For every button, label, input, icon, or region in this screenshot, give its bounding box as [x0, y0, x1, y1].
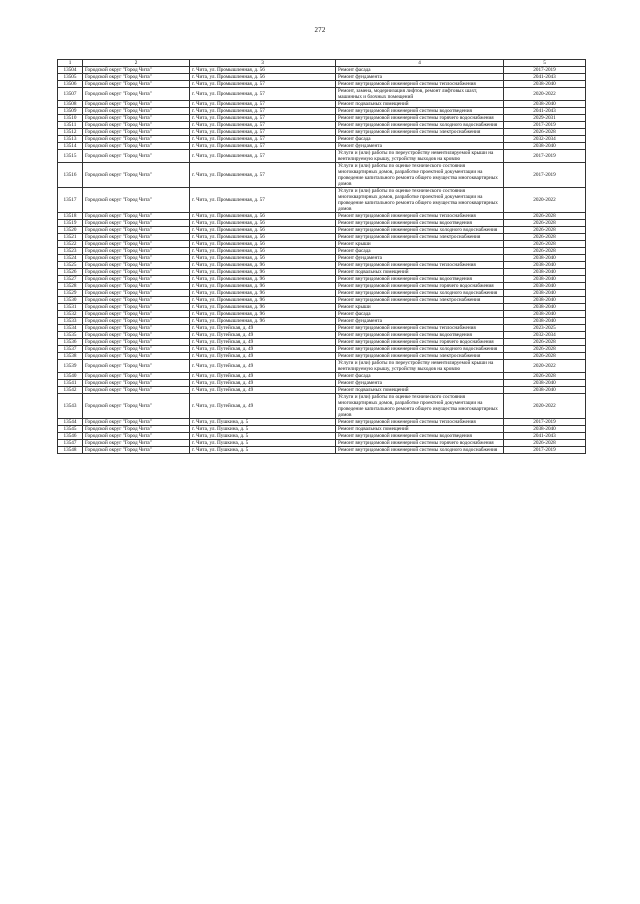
page-number: 272 — [314, 26, 326, 34]
cell-work-type: Услуги и (или) работы по оценке технического состояния многоквартирных домов, разработке проектной документации на проведение капитального ремонта общего имущества многоквартирных домов — [336, 394, 504, 419]
capital-repair-table — [57, 59, 586, 454]
cell-period: 2038-2040 — [504, 283, 586, 290]
cell-row-number: 13528 — [58, 283, 83, 290]
cell-row-number: 13535 — [58, 332, 83, 339]
table-row — [58, 136, 586, 143]
cell-work-type: Ремонт фасада — [336, 136, 504, 143]
cell-address: г. Чита, ул. Путейская, д. 49 — [190, 394, 336, 419]
cell-municipality: Городской округ "Город Чита" — [83, 290, 190, 297]
cell-address: г. Чита, ул. Промышленная, д. 56 — [190, 220, 336, 227]
cell-work-type: Ремонт внутридомовой инженерной системы электроснабжения — [336, 297, 504, 304]
cell-municipality: Городской округ "Город Чита" — [83, 318, 190, 325]
table-row — [58, 440, 586, 447]
cell-row-number: 13547 — [58, 440, 83, 447]
table-row — [58, 394, 586, 419]
cell-row-number: 13514 — [58, 143, 83, 150]
cell-municipality: Городской округ "Город Чита" — [83, 255, 190, 262]
cell-work-type: Ремонт фасада — [336, 311, 504, 318]
table-row — [58, 387, 586, 394]
cell-period: 2020-2022 — [504, 88, 586, 101]
cell-work-type: Ремонт внутридомовой инженерной системы теплоснабжения — [336, 262, 504, 269]
cell-address: г. Чита, ул. Промышленная, д. 96 — [190, 318, 336, 325]
cell-work-type: Ремонт внутридомовой инженерной системы холодного водоснабжения — [336, 447, 504, 454]
cell-row-number: 13546 — [58, 433, 83, 440]
cell-period: 2017-2019 — [504, 419, 586, 426]
cell-period: 2038-2040 — [504, 297, 586, 304]
cell-row-number: 13506 — [58, 81, 83, 88]
cell-period: 2029-2031 — [504, 115, 586, 122]
cell-municipality: Городской округ "Город Чита" — [83, 67, 190, 74]
table-row — [58, 188, 586, 213]
cell-work-type: Ремонт внутридомовой инженерной системы горячего водоснабжения — [336, 339, 504, 346]
table-row — [58, 269, 586, 276]
cell-row-number: 13515 — [58, 150, 83, 163]
table-body — [58, 67, 586, 454]
cell-address: г. Чита, ул. Промышленная, д. 57 — [190, 129, 336, 136]
cell-municipality: Городской округ "Город Чита" — [83, 440, 190, 447]
cell-address: г. Чита, ул. Промышленная, д. 56 — [190, 227, 336, 234]
cell-address: г. Чита, ул. Промышленная, д. 56 — [190, 248, 336, 255]
table-row — [58, 241, 586, 248]
table-row — [58, 234, 586, 241]
cell-municipality: Городской округ "Город Чита" — [83, 234, 190, 241]
cell-work-type: Ремонт фундамента — [336, 255, 504, 262]
cell-address: г. Чита, ул. Пушкина, д. 5 — [190, 440, 336, 447]
cell-work-type: Ремонт внутридомовой инженерной системы водоотведения — [336, 108, 504, 115]
cell-period: 2041-2043 — [504, 74, 586, 81]
table-row — [58, 311, 586, 318]
cell-period: 2038-2040 — [504, 387, 586, 394]
cell-row-number: 13525 — [58, 262, 83, 269]
cell-address: г. Чита, ул. Промышленная, д. 57 — [190, 81, 336, 88]
table-row — [58, 353, 586, 360]
cell-row-number: 13511 — [58, 122, 83, 129]
cell-row-number: 13543 — [58, 394, 83, 419]
table-row — [58, 380, 586, 387]
cell-work-type: Ремонт внутридомовой инженерной системы холодного водоснабжения — [336, 290, 504, 297]
column-header-5: 5 — [504, 60, 586, 67]
cell-work-type: Ремонт крыши — [336, 304, 504, 311]
table-row — [58, 290, 586, 297]
cell-work-type: Ремонт внутридомовой инженерной системы теплоснабжения — [336, 419, 504, 426]
cell-address: г. Чита, ул. Промышленная, д. 96 — [190, 290, 336, 297]
cell-municipality: Городской округ "Город Чита" — [83, 373, 190, 380]
cell-address: г. Чита, ул. Промышленная, д. 96 — [190, 276, 336, 283]
cell-municipality: Городской округ "Город Чита" — [83, 339, 190, 346]
cell-period: 2038-2040 — [504, 262, 586, 269]
cell-address: г. Чита, ул. Путейская, д. 49 — [190, 353, 336, 360]
cell-address: г. Чита, ул. Промышленная, д. 57 — [190, 136, 336, 143]
cell-address: г. Чита, ул. Промышленная, д. 57 — [190, 143, 336, 150]
cell-work-type: Ремонт фундамента — [336, 318, 504, 325]
cell-municipality: Городской округ "Город Чита" — [83, 269, 190, 276]
cell-period: 2038-2040 — [504, 304, 586, 311]
cell-row-number: 13510 — [58, 115, 83, 122]
table-row — [58, 304, 586, 311]
cell-address: г. Чита, ул. Промышленная, д. 96 — [190, 269, 336, 276]
cell-work-type: Ремонт внутридомовой инженерной системы водоотведения — [336, 220, 504, 227]
table-row — [58, 108, 586, 115]
cell-period: 2026-2028 — [504, 234, 586, 241]
table-row — [58, 101, 586, 108]
table-row — [58, 67, 586, 74]
cell-municipality: Городской округ "Город Чита" — [83, 115, 190, 122]
cell-period: 2038-2040 — [504, 426, 586, 433]
cell-period: 2023-2025 — [504, 325, 586, 332]
cell-period: 2038-2040 — [504, 380, 586, 387]
table-row — [58, 262, 586, 269]
cell-period: 2020-2022 — [504, 394, 586, 419]
table-row — [58, 88, 586, 101]
cell-address: г. Чита, ул. Промышленная, д. 56 — [190, 255, 336, 262]
cell-period: 2032-2034 — [504, 332, 586, 339]
cell-address: г. Чита, ул. Промышленная, д. 56 — [190, 234, 336, 241]
cell-address: г. Чита, ул. Промышленная, д. 57 — [190, 101, 336, 108]
table-row — [58, 255, 586, 262]
cell-row-number: 13526 — [58, 269, 83, 276]
cell-address: г. Чита, ул. Промышленная, д. 96 — [190, 304, 336, 311]
cell-row-number: 13545 — [58, 426, 83, 433]
cell-work-type: Ремонт внутридомовой инженерной системы холодного водоснабжения — [336, 346, 504, 353]
table-row — [58, 332, 586, 339]
cell-address: г. Чита, ул. Путейская, д. 49 — [190, 325, 336, 332]
cell-address: г. Чита, ул. Промышленная, д. 96 — [190, 297, 336, 304]
cell-address: г. Чита, ул. Путейская, д. 49 — [190, 360, 336, 373]
cell-row-number: 13534 — [58, 325, 83, 332]
table-row — [58, 248, 586, 255]
cell-work-type: Ремонт фасада — [336, 67, 504, 74]
table-row — [58, 81, 586, 88]
cell-municipality: Городской округ "Город Чита" — [83, 108, 190, 115]
table-row — [58, 373, 586, 380]
cell-period: 2017-2019 — [504, 447, 586, 454]
cell-address: г. Чита, ул. Путейская, д. 49 — [190, 339, 336, 346]
cell-period: 2026-2028 — [504, 248, 586, 255]
cell-row-number: 13518 — [58, 213, 83, 220]
cell-municipality: Городской округ "Город Чита" — [83, 419, 190, 426]
cell-period: 2038-2040 — [504, 143, 586, 150]
cell-row-number: 13520 — [58, 227, 83, 234]
table-row — [58, 433, 586, 440]
table-row — [58, 297, 586, 304]
cell-row-number: 13533 — [58, 318, 83, 325]
cell-work-type: Ремонт внутридомовой инженерной системы горячего водоснабжения — [336, 115, 504, 122]
cell-address: г. Чита, ул. Промышленная, д. 57 — [190, 88, 336, 101]
cell-work-type: Ремонт подвальных помещений — [336, 426, 504, 433]
cell-municipality: Городской округ "Город Чита" — [83, 220, 190, 227]
cell-period: 2026-2028 — [504, 440, 586, 447]
cell-address: г. Чита, ул. Путейская, д. 49 — [190, 346, 336, 353]
cell-address: г. Чита, ул. Промышленная, д. 57 — [190, 150, 336, 163]
cell-municipality: Городской округ "Город Чита" — [83, 394, 190, 419]
cell-row-number: 13541 — [58, 380, 83, 387]
cell-work-type: Ремонт внутридомовой инженерной системы водоотведения — [336, 433, 504, 440]
cell-work-type: Ремонт фундамента — [336, 143, 504, 150]
cell-period: 2038-2040 — [504, 81, 586, 88]
table-row — [58, 447, 586, 454]
cell-work-type: Ремонт внутридомовой инженерной системы электроснабжения — [336, 353, 504, 360]
cell-address: г. Чита, ул. Пушкина, д. 5 — [190, 426, 336, 433]
cell-work-type: Ремонт фасада — [336, 373, 504, 380]
cell-period: 2020-2022 — [504, 360, 586, 373]
cell-row-number: 13523 — [58, 248, 83, 255]
cell-municipality: Городской округ "Город Чита" — [83, 213, 190, 220]
cell-address: г. Чита, ул. Путейская, д. 49 — [190, 373, 336, 380]
cell-municipality: Городской округ "Город Чита" — [83, 360, 190, 373]
cell-row-number: 13519 — [58, 220, 83, 227]
cell-work-type: Ремонт внутридомовой инженерной системы водоотведения — [336, 332, 504, 339]
cell-municipality: Городской округ "Город Чита" — [83, 136, 190, 143]
cell-municipality: Городской округ "Город Чита" — [83, 276, 190, 283]
cell-address: г. Чита, ул. Путейская, д. 49 — [190, 387, 336, 394]
cell-row-number: 13504 — [58, 67, 83, 74]
cell-period: 2038-2040 — [504, 255, 586, 262]
cell-address: г. Чита, ул. Промышленная, д. 96 — [190, 262, 336, 269]
cell-row-number: 13540 — [58, 373, 83, 380]
column-header-3: 3 — [190, 60, 336, 67]
cell-address: г. Чита, ул. Промышленная, д. 56 — [190, 74, 336, 81]
cell-row-number: 13505 — [58, 74, 83, 81]
cell-row-number: 13517 — [58, 188, 83, 213]
cell-work-type: Услуги и (или) работы по переустройству невентилируемой крыши на вентилируемую крышу, устройству выходов на кровлю — [336, 150, 504, 163]
cell-address: г. Чита, ул. Промышленная, д. 96 — [190, 311, 336, 318]
table-row — [58, 360, 586, 373]
table-row — [58, 426, 586, 433]
cell-work-type: Услуги и (или) работы по переустройству невентилируемой крыши на вентилируемую крышу, устройству выходов на кровлю — [336, 360, 504, 373]
column-header-4: 4 — [336, 60, 504, 67]
cell-work-type: Ремонт внутридомовой инженерной системы горячего водоснабжения — [336, 440, 504, 447]
cell-municipality: Городской округ "Город Чита" — [83, 88, 190, 101]
header-row — [58, 60, 586, 67]
cell-municipality: Городской округ "Город Чита" — [83, 283, 190, 290]
cell-work-type: Ремонт подвальных помещений — [336, 269, 504, 276]
cell-municipality: Городской округ "Город Чита" — [83, 101, 190, 108]
cell-period: 2026-2028 — [504, 353, 586, 360]
cell-work-type: Ремонт внутридомовой инженерной системы электроснабжения — [336, 234, 504, 241]
table-row — [58, 115, 586, 122]
cell-period: 2038-2040 — [504, 311, 586, 318]
cell-municipality: Городской округ "Город Чита" — [83, 227, 190, 234]
cell-municipality: Городской округ "Город Чита" — [83, 122, 190, 129]
cell-row-number: 13532 — [58, 311, 83, 318]
cell-period: 2017-2019 — [504, 122, 586, 129]
cell-address: г. Чита, ул. Промышленная, д. 57 — [190, 108, 336, 115]
cell-row-number: 13512 — [58, 129, 83, 136]
cell-work-type: Ремонт фундамента — [336, 380, 504, 387]
cell-period: 2032-2034 — [504, 136, 586, 143]
table-row — [58, 346, 586, 353]
column-header-1: 1 — [58, 60, 83, 67]
table-row — [58, 163, 586, 188]
cell-municipality: Городской округ "Город Чита" — [83, 129, 190, 136]
table-row — [58, 318, 586, 325]
cell-period: 2041-2043 — [504, 108, 586, 115]
table-row — [58, 213, 586, 220]
cell-row-number: 13513 — [58, 136, 83, 143]
cell-work-type: Ремонт фасада — [336, 248, 504, 255]
table-row — [58, 419, 586, 426]
cell-period: 2026-2028 — [504, 213, 586, 220]
cell-period: 2026-2028 — [504, 227, 586, 234]
cell-period: 2026-2028 — [504, 346, 586, 353]
cell-row-number: 13516 — [58, 163, 83, 188]
cell-work-type: Ремонт крыши — [336, 241, 504, 248]
table-row — [58, 227, 586, 234]
table-row — [58, 122, 586, 129]
cell-row-number: 13509 — [58, 108, 83, 115]
cell-period: 2038-2040 — [504, 318, 586, 325]
cell-row-number: 13548 — [58, 447, 83, 454]
column-header-2: 2 — [83, 60, 190, 67]
cell-municipality: Городской округ "Город Чита" — [83, 81, 190, 88]
cell-work-type: Ремонт, замена, модернизация лифтов, ремонт лифтовых шахт, машинных и блочных помещений — [336, 88, 504, 101]
cell-municipality: Городской округ "Город Чита" — [83, 346, 190, 353]
cell-period: 2038-2040 — [504, 269, 586, 276]
cell-municipality: Городской округ "Город Чита" — [83, 447, 190, 454]
cell-row-number: 13507 — [58, 88, 83, 101]
cell-address: г. Чита, ул. Путейская, д. 49 — [190, 332, 336, 339]
cell-period: 2017-2019 — [504, 67, 586, 74]
table-header — [58, 60, 586, 67]
cell-municipality: Городской округ "Город Чита" — [83, 426, 190, 433]
cell-municipality: Городской округ "Город Чита" — [83, 143, 190, 150]
cell-address: г. Чита, ул. Промышленная, д. 57 — [190, 163, 336, 188]
cell-work-type: Услуги и (или) работы по оценке технического состояния многоквартирных домов, разработке проектной документации на проведение капитального ремонта общего имущества многоквартирных домов — [336, 188, 504, 213]
cell-row-number: 13527 — [58, 276, 83, 283]
cell-row-number: 13521 — [58, 234, 83, 241]
cell-municipality: Городской округ "Город Чита" — [83, 74, 190, 81]
cell-work-type: Ремонт внутридомовой инженерной системы водоотведения — [336, 276, 504, 283]
table-row — [58, 143, 586, 150]
cell-period: 2026-2028 — [504, 373, 586, 380]
table-row — [58, 325, 586, 332]
cell-work-type: Ремонт внутридомовой инженерной системы холодного водоснабжения — [336, 227, 504, 234]
cell-row-number: 13542 — [58, 387, 83, 394]
cell-address: г. Чита, ул. Промышленная, д. 57 — [190, 188, 336, 213]
cell-period: 2020-2022 — [504, 188, 586, 213]
cell-address: г. Чита, ул. Промышленная, д. 56 — [190, 67, 336, 74]
cell-municipality: Городской округ "Город Чита" — [83, 163, 190, 188]
cell-period: 2026-2028 — [504, 241, 586, 248]
cell-period: 2038-2040 — [504, 276, 586, 283]
table-row — [58, 129, 586, 136]
cell-municipality: Городской округ "Город Чита" — [83, 325, 190, 332]
cell-period: 2041-2043 — [504, 433, 586, 440]
cell-municipality: Городской округ "Город Чита" — [83, 353, 190, 360]
cell-period: 2017-2019 — [504, 150, 586, 163]
cell-address: г. Чита, ул. Промышленная, д. 56 — [190, 213, 336, 220]
cell-row-number: 13508 — [58, 101, 83, 108]
cell-work-type: Ремонт внутридомовой инженерной системы теплоснабжения — [336, 325, 504, 332]
cell-municipality: Городской округ "Город Чита" — [83, 380, 190, 387]
table-row — [58, 276, 586, 283]
cell-municipality: Городской округ "Город Чита" — [83, 304, 190, 311]
cell-address: г. Чита, ул. Пушкина, д. 5 — [190, 419, 336, 426]
cell-row-number: 13544 — [58, 419, 83, 426]
cell-period: 2038-2040 — [504, 290, 586, 297]
cell-row-number: 13539 — [58, 360, 83, 373]
cell-address: г. Чита, ул. Пушкина, д. 5 — [190, 433, 336, 440]
cell-municipality: Городской округ "Город Чита" — [83, 433, 190, 440]
cell-municipality: Городской округ "Город Чита" — [83, 297, 190, 304]
cell-work-type: Ремонт фундамента — [336, 74, 504, 81]
cell-municipality: Городской округ "Город Чита" — [83, 332, 190, 339]
cell-row-number: 13524 — [58, 255, 83, 262]
cell-municipality: Городской округ "Город Чита" — [83, 248, 190, 255]
cell-address: г. Чита, ул. Промышленная, д. 96 — [190, 283, 336, 290]
table-row — [58, 339, 586, 346]
cell-period: 2026-2028 — [504, 339, 586, 346]
cell-municipality: Городской округ "Город Чита" — [83, 188, 190, 213]
cell-row-number: 13530 — [58, 297, 83, 304]
cell-work-type: Ремонт подвальных помещений — [336, 101, 504, 108]
cell-municipality: Городской округ "Город Чита" — [83, 311, 190, 318]
table-row — [58, 220, 586, 227]
cell-period: 2038-2040 — [504, 101, 586, 108]
cell-row-number: 13522 — [58, 241, 83, 248]
table-row — [58, 74, 586, 81]
cell-address: г. Чита, ул. Путейская, д. 49 — [190, 380, 336, 387]
cell-municipality: Городской округ "Город Чита" — [83, 262, 190, 269]
cell-municipality: Городской округ "Город Чита" — [83, 241, 190, 248]
cell-work-type: Услуги и (или) работы по оценке технического состояния многоквартирных домов, разработке проектной документации на проведение капитального ремонта общего имущества многоквартирных домов — [336, 163, 504, 188]
cell-address: г. Чита, ул. Промышленная, д. 57 — [190, 122, 336, 129]
cell-work-type: Ремонт внутридомовой инженерной системы теплоснабжения — [336, 81, 504, 88]
cell-work-type: Ремонт внутридомовой инженерной системы теплоснабжения — [336, 213, 504, 220]
cell-address: г. Чита, ул. Промышленная, д. 57 — [190, 115, 336, 122]
cell-address: г. Чита, ул. Промышленная, д. 56 — [190, 241, 336, 248]
cell-row-number: 13531 — [58, 304, 83, 311]
cell-municipality: Городской округ "Город Чита" — [83, 387, 190, 394]
cell-period: 2026-2028 — [504, 129, 586, 136]
cell-municipality: Городской округ "Город Чита" — [83, 150, 190, 163]
cell-work-type: Ремонт внутридомовой инженерной системы электроснабжения — [336, 129, 504, 136]
cell-work-type: Ремонт внутридомовой инженерной системы холодного водоснабжения — [336, 122, 504, 129]
cell-row-number: 13529 — [58, 290, 83, 297]
cell-row-number: 13538 — [58, 353, 83, 360]
cell-row-number: 13537 — [58, 346, 83, 353]
cell-work-type: Ремонт подвальных помещений — [336, 387, 504, 394]
table-row — [58, 283, 586, 290]
cell-work-type: Ремонт внутридомовой инженерной системы горячего водоснабжения — [336, 283, 504, 290]
cell-address: г. Чита, ул. Пушкина, д. 5 — [190, 447, 336, 454]
table-row — [58, 150, 586, 163]
cell-row-number: 13536 — [58, 339, 83, 346]
cell-period: 2017-2019 — [504, 163, 586, 188]
cell-period: 2026-2028 — [504, 220, 586, 227]
